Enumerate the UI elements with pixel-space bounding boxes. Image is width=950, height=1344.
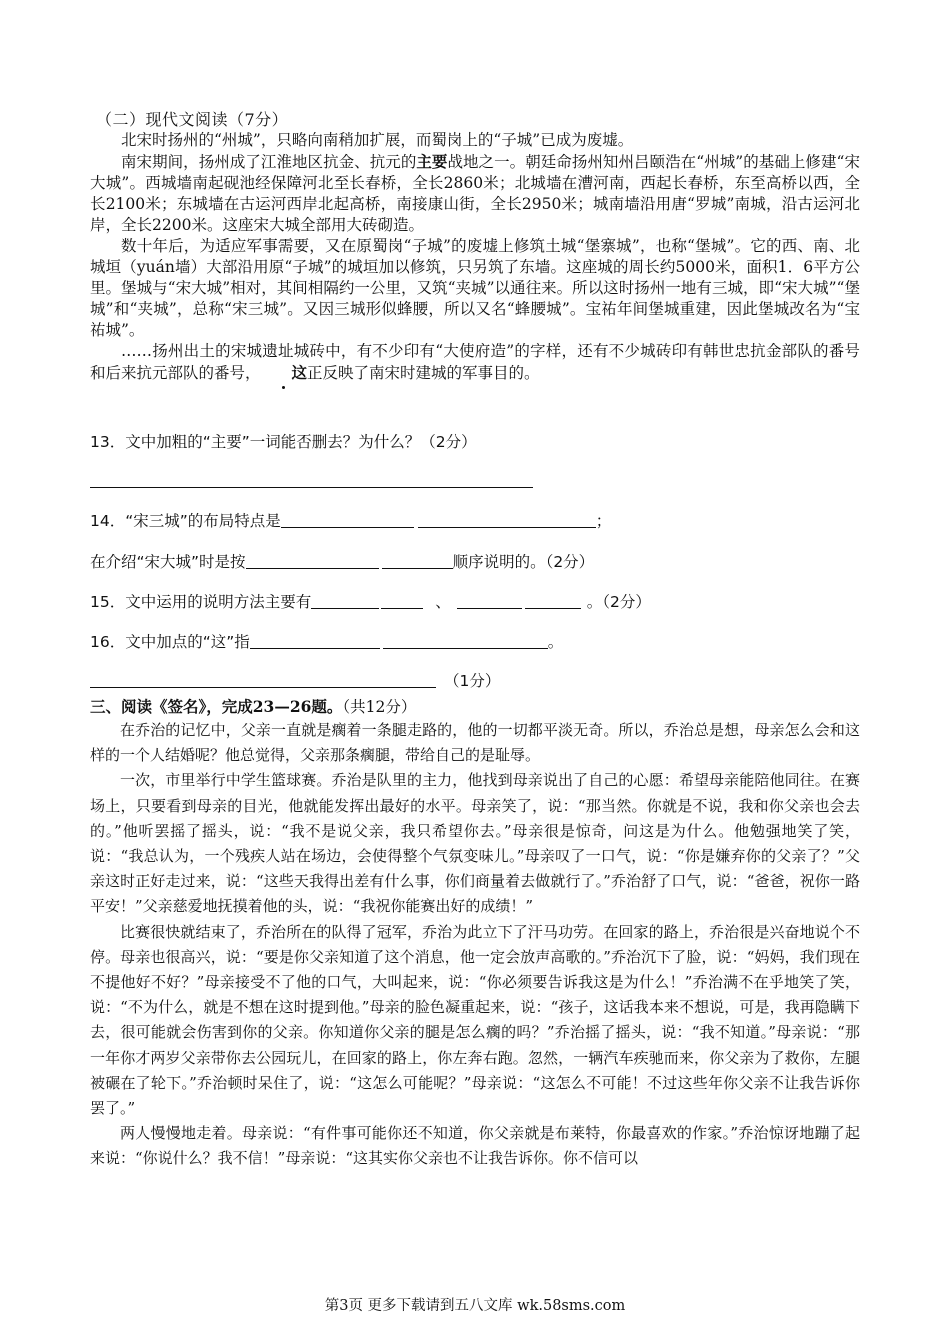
passage-paragraph: 两人慢慢地走着。母亲说：“有件事可能你还不知道，你父亲就是布莱特，你最喜欢的作家。”乔治惊讶地蹦了起来说：“你说什么？我不信！”母亲说：“这其实你父亲也不让我告诉你。你不信可以 (90, 1124, 860, 1168)
answer-blank-15-1[interactable] (311, 592, 379, 609)
passage-song-city (90, 130, 860, 384)
answer-blank-16-1[interactable] (250, 632, 380, 649)
page-footer: 第3页 更多下载请到五八文库 wk.58sms.com (324, 1298, 626, 1314)
passage-paragraph: 北宋时扬州的“州城”，只略向南稍加扩展，而蜀岗上的“子城”已成为废墟。 (121, 131, 634, 149)
answer-line-13[interactable] (90, 486, 533, 488)
question-16: 16．文中加点的“这”指 。 (90, 633, 564, 651)
section-title-signature-reading: 三、阅读《签名》，完成23—26题。（共12分） (90, 697, 417, 716)
answer-blank-15-2[interactable] (381, 592, 423, 609)
passage-paragraph: 南宋期间，扬州成了江淮地区抗金、抗元的主要战地之一。朝廷命扬州知州吕颐浩在“州城”的基础上修建“宋大城”。西城墙南起砚池经保障河北至长春桥，全长2860米；北城墙在漕河南，西起长春桥，东至高桥以西，全长2100米；东城墙在古运河西岸北起高桥，南接康山街，全长2950米；城南墙沿用唐“罗城”南城，沿古运河北岸，全长2200米。这座宋大城全部用大砖砌造。 (90, 152, 860, 234)
answer-blank-16-3[interactable] (90, 671, 436, 688)
question-14b: 在介绍“宋大城”时是按 顺序说明的。（2分） (90, 553, 595, 571)
answer-blank-14a-2[interactable] (418, 511, 596, 528)
dotted-word-zhe: 这 (261, 362, 308, 383)
passage-paragraph: 比赛很快就结束了，乔治所在的队得了冠军，乔治为此立下了汗马功劳。在回家的路上，乔治很是兴奋地说个不停。母亲也很高兴，说：“要是你父亲知道了这个消息，他一定会放声高歌的。”乔治沉下了脸，说：“妈妈，我们现在不提他好不好？”母亲接受不了他的口气，大叫起来，说：“你必须要告诉我这是为什么！”乔治满不在乎地笑了笑，说：“不为什么，就是不想在这时提到他。”母亲的脸色凝重起来，说：“孩子，这话我本来不想说，可是，我再隐瞒下去，很可能就会伤害到你的父亲。你知道你父亲的腿是怎么瘸的吗？”乔治摇了摇头，说：“我不知道。”母亲说：“那一年你才两岁父亲带你去公园玩儿，在回家的路上，你左奔右跑。忽然，一辆汽车疾驰而来，你父亲为了救你，左腿被碾在了轮下。”乔治顿时呆住了，说：“这怎么可能呢？”母亲说：“这怎么不可能！不过这些年你父亲不让我告诉你罢了。” (90, 922, 860, 1118)
passage-paragraph: ……扬州出土的宋城遗址城砖中，有不少印有“大使府造”的字样，还有不少城砖印有韩世忠抗金部队的番号和后来抗元部队的番号， 这正反映了南宋时建城的军事目的。 (90, 342, 860, 382)
question-16-line2: （1分） (90, 669, 500, 691)
passage-paragraph: 一次，市里举行中学生篮球赛。乔治是队里的主力，他找到母亲说出了自己的心愿：希望母亲能陪他同往。在赛场上，只要看到母亲的目光，他就能发挥出最好的水平。母亲笑了，说：“那当然。你就是不说，我和你父亲也会去的。”他听罢摇了摇头，说：“我不是说父亲，我只希望你去。”母亲很是惊奇，问这是为什么。他勉强地笑了笑，说：“我总认为，一个残疾人站在场边，会使得整个气氛变味儿。”母亲叹了一口气，说：“你是嫌弃你的父亲了？”父亲这时正好走过来，说：“这些天我得出差有什么事，你们商量着去做就行了。”乔治舒了口气，说：“爸爸，祝你一路平安！”父亲慈爱地抚摸着他的头，说：“我祝你能赛出好的成绩！” (90, 771, 860, 916)
question-14a: 14．“宋三城”的布局特点是 ； (90, 512, 612, 530)
bold-word-zhuyao: 主要 (416, 152, 448, 171)
answer-blank-15-3[interactable] (457, 592, 522, 609)
answer-blank-15-4[interactable] (525, 592, 581, 609)
answer-blank-14b-2[interactable] (382, 552, 453, 569)
question-15: 15．文中运用的说明方法主要有 、 。（2分） (90, 593, 651, 611)
passage-paragraph: 数十年后，为适应军事需要，又在原蜀岗“子城”的废墟上修筑土城“堡寨城”，也称“堡城”。它的西、南、北城垣（yuán墙）大部沿用原“子城”的城垣加以修筑，只另筑了东墙。这座城的周长约5000米，面积1．6平方公里。堡城与“宋大城”相对，其间相隔约一公里，又筑“夹城”以通往来。所以这时扬州一地有三城，即“宋大城”“堡城”和“夹城”，总称“宋三城”。又因三城形似蜂腰，所以又名“蜂腰城”。宝祐年间堡城重建，因此堡城改名为“宝祐城”。 (90, 237, 860, 339)
passage-paragraph: 在乔治的记忆中，父亲一直就是瘸着一条腿走路的，他的一切都平淡无奇。所以，乔治总是想，母亲怎么会和这样的一个人结婚呢？他总觉得，父亲那条瘸腿，带给自己的是耻辱。 (90, 721, 860, 765)
passage-signature (90, 718, 860, 1172)
answer-blank-14a-1[interactable] (281, 511, 414, 528)
question-13: 13．文中加粗的“主要”一词能否删去？为什么？（2分） (90, 433, 477, 451)
section-title-modern-reading: （二）现代文阅读（7分） (96, 110, 289, 129)
answer-blank-14b-1[interactable] (246, 552, 379, 569)
answer-blank-16-2[interactable] (383, 632, 548, 649)
